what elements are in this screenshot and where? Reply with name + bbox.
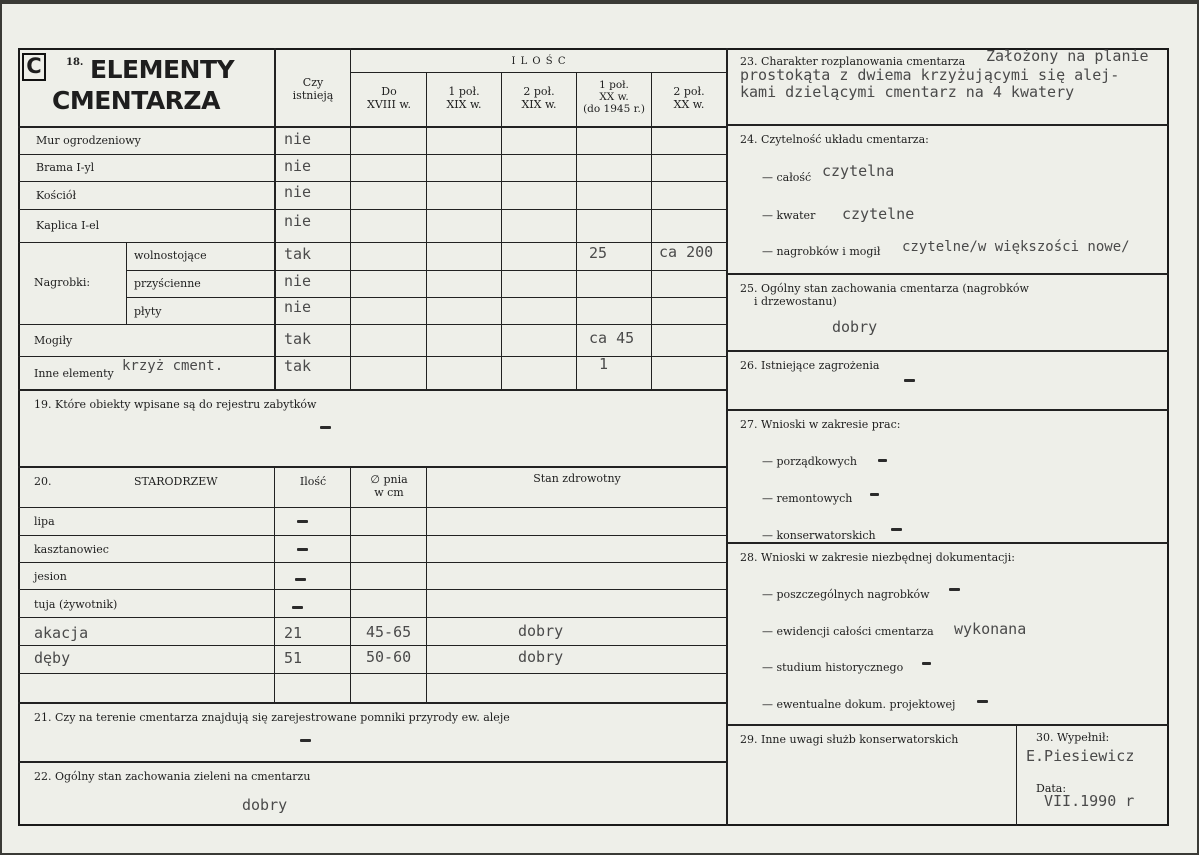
element-label-freestanding: wolnostojące bbox=[134, 249, 207, 262]
elements-header-line bbox=[18, 126, 726, 128]
work-conservation-value bbox=[891, 528, 902, 531]
legibility-quarters-label: — kwater bbox=[762, 209, 816, 222]
tree-diameter-akacja: 45-65 bbox=[366, 623, 412, 641]
element-other-value: krzyż cment. bbox=[122, 358, 224, 374]
trees-qty-divider bbox=[350, 466, 351, 702]
date-value: VII.1990 r bbox=[1044, 792, 1135, 810]
graves-xx-1: ca 45 bbox=[589, 329, 635, 347]
documentation-label: 28. Wnioski w zakresie niezbędnej dokumentacji: bbox=[740, 551, 1015, 564]
work-cleanup-label: — porządkowych bbox=[762, 455, 857, 468]
tree-health-akacja: dobry bbox=[518, 622, 564, 640]
section-line bbox=[18, 761, 726, 763]
legibility-label: 24. Czytelność układu cmentarza: bbox=[740, 133, 929, 146]
row-line bbox=[126, 297, 726, 298]
elements-col-divider bbox=[426, 72, 427, 389]
doc-project-label: — ewentualne dokum. projektowej bbox=[762, 698, 956, 711]
element-label-slabs: płyty bbox=[134, 305, 162, 318]
trees-name-divider bbox=[274, 466, 275, 702]
tree-qty-deby: 51 bbox=[284, 649, 303, 667]
row-line bbox=[18, 507, 726, 508]
doc-individual-value bbox=[949, 588, 960, 591]
other-xx-1: 1 bbox=[599, 355, 609, 373]
section-line bbox=[726, 124, 1169, 126]
element-exists-gate: nie bbox=[284, 157, 312, 175]
element-label-graves: Mogiły bbox=[34, 334, 73, 347]
tree-name-lipa: lipa bbox=[34, 515, 55, 528]
doc-history-label: — studium historycznego bbox=[762, 661, 904, 674]
registry-value bbox=[320, 426, 331, 429]
doc-records-value: wykonana bbox=[954, 620, 1027, 638]
gravestones-label: Nagrobki: bbox=[34, 276, 91, 289]
element-label-church: Kościół bbox=[36, 189, 77, 202]
layout-value-line3: kami dzielącymi cmentarz na 4 kwatery bbox=[740, 83, 1075, 101]
greenery-value: dobry bbox=[242, 796, 288, 814]
threats-label: 26. Istniejące zagrożenia bbox=[740, 359, 880, 372]
doc-individual-label: — poszczególnych nagrobków bbox=[762, 588, 930, 601]
filled-by-label: 30. Wypełnił: bbox=[1036, 731, 1110, 744]
tree-qty-akacja: 21 bbox=[284, 624, 303, 642]
col-header-xix-2: 2 poł. XIX w. bbox=[521, 85, 557, 111]
section-line bbox=[726, 273, 1169, 275]
threats-value bbox=[904, 379, 915, 382]
section-line bbox=[726, 409, 1169, 411]
trees-header-health: Stan zdrowotny bbox=[533, 472, 621, 485]
tree-qty-jesion bbox=[295, 578, 306, 581]
elements-col-divider bbox=[651, 72, 652, 389]
row-line bbox=[126, 270, 726, 271]
legibility-graves-label: — nagrobków i mogił bbox=[762, 245, 881, 258]
doc-project-value bbox=[977, 700, 988, 703]
element-exists-chapel: nie bbox=[284, 212, 312, 230]
row-line bbox=[18, 181, 726, 182]
row-line bbox=[18, 562, 726, 563]
main-column-divider bbox=[726, 48, 728, 826]
layout-label: 23. Charakter rozplanowania cmentarza bbox=[740, 55, 966, 68]
work-cleanup-value bbox=[878, 459, 887, 462]
quantity-header-line bbox=[351, 72, 726, 73]
element-exists-freestanding: tak bbox=[284, 245, 312, 263]
filled-by-value: E.Piesiewicz bbox=[1026, 747, 1135, 765]
section-line bbox=[726, 724, 1169, 726]
gravestones-subdivider bbox=[126, 242, 127, 324]
elements-col-divider bbox=[576, 72, 577, 389]
row-line bbox=[18, 242, 726, 243]
condition-label-line1: 25. Ogólny stan zachowania cmentarza (nagrobków bbox=[740, 282, 1029, 295]
section-title-line2: CMENTARZA bbox=[52, 86, 220, 115]
exists-column-header: Czy istnieją bbox=[292, 76, 334, 102]
tree-qty-tuja bbox=[292, 606, 303, 609]
trees-number: 20. bbox=[34, 475, 52, 488]
section-line bbox=[726, 350, 1169, 352]
legibility-whole-label: — całość bbox=[762, 171, 812, 184]
row-line bbox=[18, 356, 726, 357]
row-line bbox=[18, 535, 726, 536]
col-header-xviii: Do XVIII w. bbox=[367, 85, 411, 111]
section-title-line1: ELEMENTY bbox=[90, 55, 235, 84]
signature-divider bbox=[1016, 724, 1017, 826]
row-line bbox=[18, 645, 726, 646]
elements-exists-divider bbox=[350, 48, 351, 389]
col-header-xx-2: 2 poł. XX w. bbox=[673, 85, 705, 111]
row-line bbox=[18, 154, 726, 155]
tree-qty-lipa bbox=[297, 520, 308, 523]
layout-value-line2: prostokąta z dwiema krzyżującymi się alej- bbox=[740, 66, 1120, 84]
trees-header-qty: Ilość bbox=[299, 475, 327, 488]
freestanding-xx-1: 25 bbox=[589, 244, 608, 262]
section-line bbox=[726, 542, 1169, 544]
legibility-whole-value: czytelna bbox=[822, 162, 895, 180]
remarks-label: 29. Inne uwagi służb konserwatorskich bbox=[740, 733, 959, 746]
row-line bbox=[18, 589, 726, 590]
element-exists-other: tak bbox=[284, 357, 312, 375]
nature-value bbox=[300, 739, 311, 742]
tree-name-kasztanowiec: kasztanowiec bbox=[34, 543, 109, 556]
doc-records-label: — ewidencji całości cmentarza bbox=[762, 625, 934, 638]
tree-health-deby: dobry bbox=[518, 648, 564, 666]
col-header-xx-1: 1 poł. XX w. (do 1945 r.) bbox=[583, 79, 645, 116]
tree-qty-kasztanowiec bbox=[297, 548, 308, 551]
element-label-wall: Mur ogrodzeniowy bbox=[36, 134, 141, 147]
row-line bbox=[18, 673, 726, 674]
trees-header-name: STARODRZEW bbox=[134, 475, 218, 488]
layout-value-line1: Założony na planie bbox=[986, 47, 1149, 65]
date-label: Data: bbox=[1036, 782, 1067, 795]
tree-name-deby: dęby bbox=[34, 649, 71, 667]
legibility-quarters-value: czytelne bbox=[842, 205, 915, 223]
condition-value: dobry bbox=[832, 318, 878, 336]
registry-label: 19. Które obiekty wpisane są do rejestru zabytków bbox=[34, 398, 317, 411]
element-exists-slabs: nie bbox=[284, 298, 312, 316]
work-conservation-label: — konserwatorskich bbox=[762, 529, 876, 542]
quantity-header: I L O Ś C bbox=[511, 56, 567, 67]
section-line bbox=[18, 702, 726, 704]
tree-name-tuja: tuja (żywotnik) bbox=[34, 598, 118, 611]
row-line bbox=[18, 209, 726, 210]
section-line bbox=[18, 466, 726, 468]
element-label-gate: Brama I-yl bbox=[36, 161, 95, 174]
tree-name-jesion: jesion bbox=[34, 570, 67, 583]
record-card bbox=[2, 4, 1197, 853]
element-exists-wall: nie bbox=[284, 130, 312, 148]
trees-diam-divider bbox=[426, 466, 427, 702]
elements-col-divider bbox=[501, 72, 502, 389]
row-line bbox=[18, 617, 726, 618]
tree-name-akacja: akacja bbox=[34, 624, 89, 642]
section-line bbox=[18, 389, 726, 391]
element-label-chapel: Kaplica I-el bbox=[36, 219, 100, 232]
element-exists-church: nie bbox=[284, 183, 312, 201]
greenery-label: 22. Ogólny stan zachowania zieleni na cmentarzu bbox=[34, 770, 311, 783]
element-exists-wall-mounted: nie bbox=[284, 272, 312, 290]
row-line bbox=[18, 324, 726, 325]
work-repair-label: — remontowych bbox=[762, 492, 853, 505]
tree-diameter-deby: 50-60 bbox=[366, 648, 412, 666]
legibility-graves-value: czytelne/w większości nowe/ bbox=[902, 239, 1130, 255]
trees-header-diameter: ∅ pnia w cm bbox=[370, 473, 408, 499]
work-repair-value bbox=[870, 493, 879, 496]
form-frame bbox=[18, 48, 1169, 826]
element-label-other: Inne elementy bbox=[34, 367, 114, 380]
element-label-wall-mounted: przyścienne bbox=[134, 277, 201, 290]
section-letter-box: C bbox=[22, 53, 46, 81]
condition-label-line2: i drzewostanu) bbox=[754, 295, 837, 308]
doc-history-value bbox=[922, 662, 931, 665]
element-exists-graves: tak bbox=[284, 330, 312, 348]
work-label: 27. Wnioski w zakresie prac: bbox=[740, 418, 901, 431]
col-header-xix-1: 1 poł. XIX w. bbox=[446, 85, 482, 111]
nature-label: 21. Czy na terenie cmentarza znajdują się zarejestrowane pomniki przyrody ew. aleje bbox=[34, 711, 510, 724]
freestanding-xx-2: ca 200 bbox=[659, 243, 714, 261]
section-number: 18. bbox=[66, 57, 84, 68]
